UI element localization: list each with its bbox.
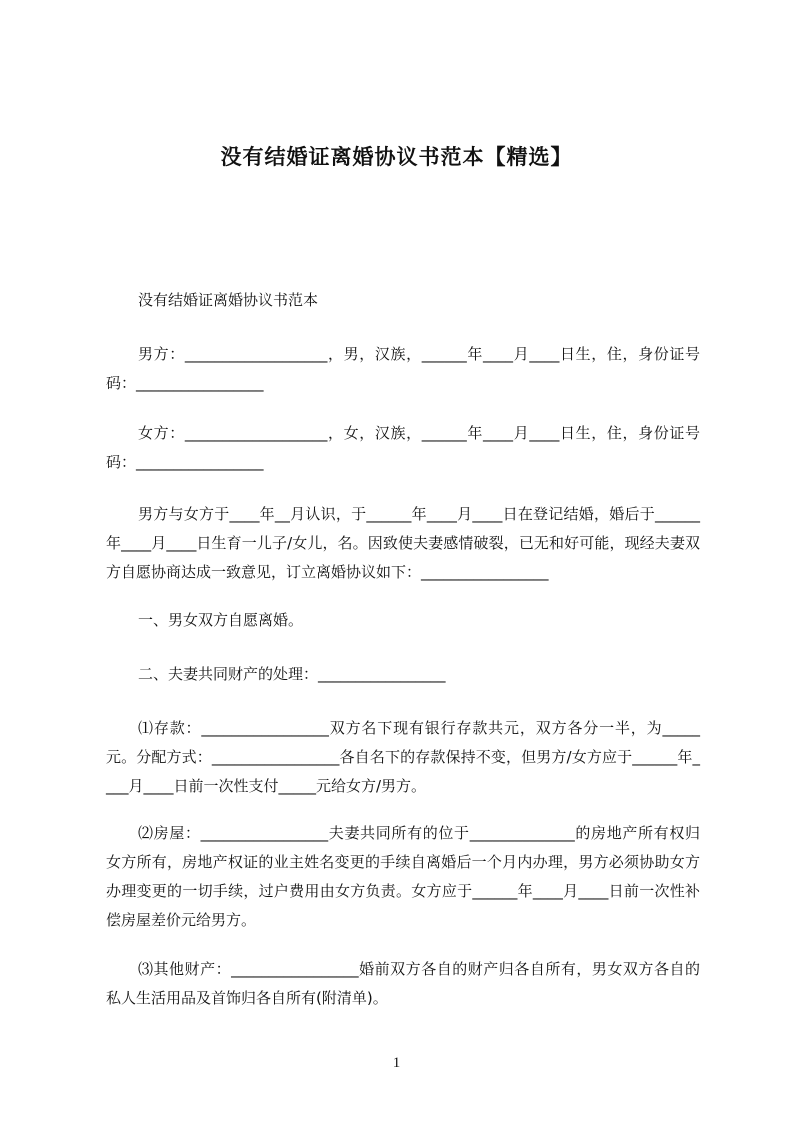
paragraph-male-party: 男方：___________________，男，汉族，______年____月____日生，住，身份证号码：_________________: [106, 345, 700, 392]
clause-2-joint-property: 二、夫妻共同财产的处理：_________________: [138, 665, 446, 683]
clause-2-3-other-property: ⑶其他财产：_________________婚前双方各自的财产归各自所有，男女双方各自的私人生活用品及首饰归各自所有(附清单)。: [106, 960, 700, 1007]
document-subtitle: 没有结婚证离婚协议书范本: [138, 291, 319, 309]
clause-2-1-deposits: ⑴存款：_________________双方名下现有银行存款共元，双方各分一半，为_____元。分配方式：_________________各自名下的存款保持不变，但男方/女方应于______年____月____日前一次性支付_____元给女方/男方。: [106, 719, 700, 795]
clause-2-2-housing: ⑵房屋：_________________夫妻共同所有的位于______________的房地产所有权归女方所有，房地产权证的业主姓名变更的手续自离婚后一个月内办理，男方必须协助女方办理变更的一切手续，过户费用由女方负责。女方应于______年____月____日前一次性补偿房屋差价元给男方。: [106, 824, 700, 929]
paragraph-background: 男方与女方于____年__月认识，于______年____月____日在登记结婚，婚后于______年____月____日生育一儿子/女儿，名。因致使夫妻感情破裂，已无和好可能，现经夫妻双方自愿协商达成一致意见，订立离婚协议如下：_________________: [106, 505, 700, 581]
clause-1-voluntary-divorce: 一、男女双方自愿离婚。: [138, 611, 304, 629]
page-number: 1: [392, 1055, 401, 1071]
document-title: 没有结婚证离婚协议书范本【精选】: [220, 145, 573, 169]
paragraph-female-party: 女方：___________________，女，汉族，______年____月____日生，住，身份证号码：_________________: [106, 424, 700, 471]
